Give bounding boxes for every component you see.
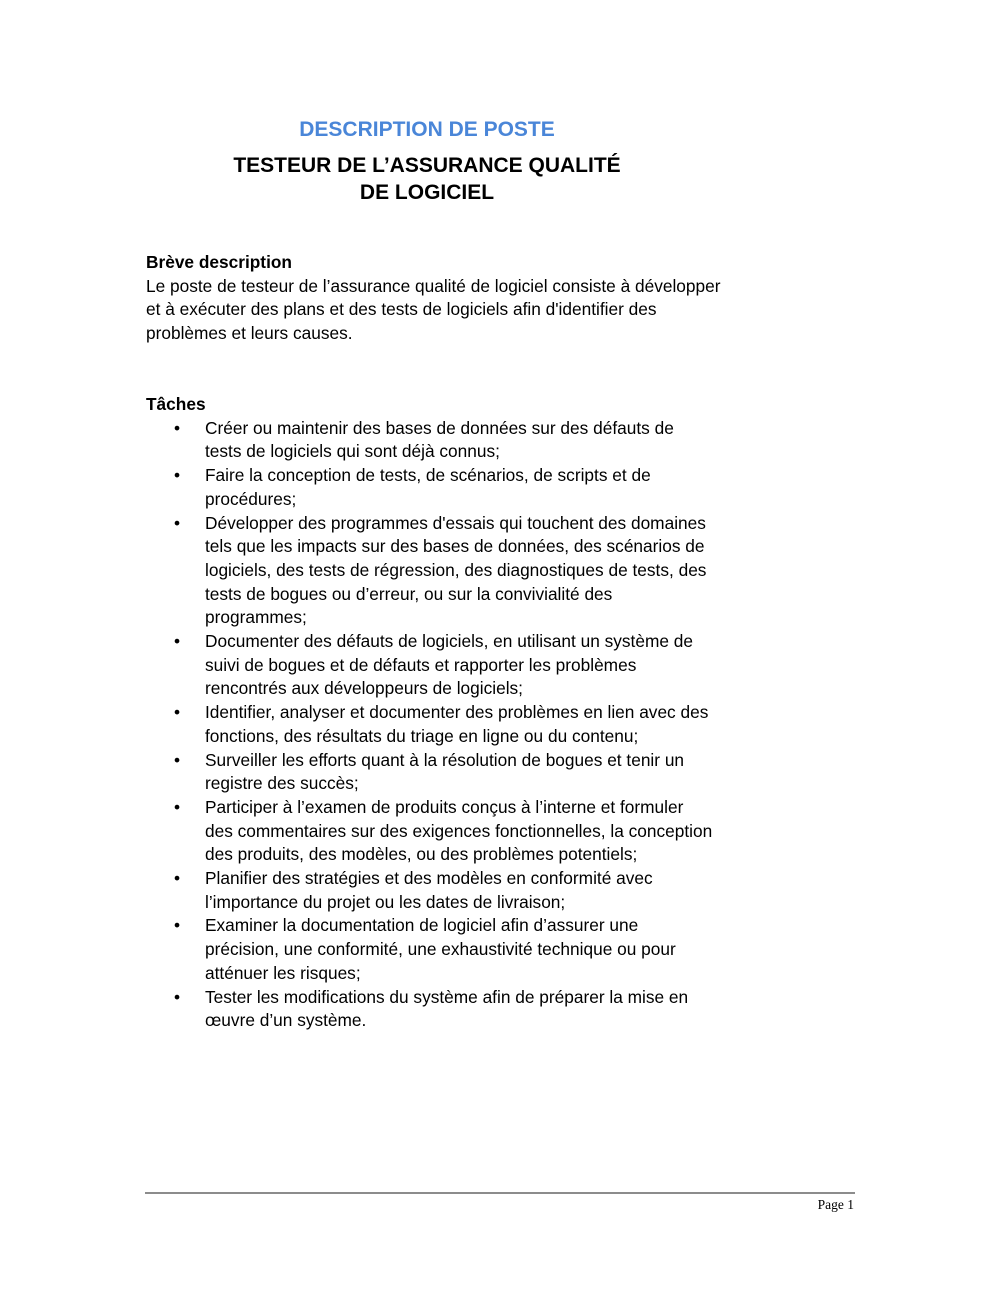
bullet-icon: • [174,986,181,1007]
page-number: Page 1 [817,1197,854,1212]
brief-description-section [146,251,726,346]
task-item [146,701,715,748]
task-item [146,512,715,631]
task-item [146,630,715,701]
footer-divider [145,1192,855,1194]
task-item [146,749,715,796]
task-text: Surveiller les efforts quant à la résolution de bogues et tenir un registre des succès; [205,749,685,794]
bullet-icon: • [174,915,181,936]
task-text: Planifier des stratégies et des modèles en conformité avec l’importance du projet ou les dates de livraison; [205,868,653,912]
tasks-section [146,393,726,1033]
document-subtitle: DESCRIPTION DE POSTE [299,118,555,141]
task-text: Examiner la documentation de logiciel afin d’assurer une précision, une conformité, une exhaustivité technique ou pour atténuer les risques; [205,915,676,983]
task-item [146,464,715,511]
bullet-icon: • [174,512,181,533]
task-text: Créer ou maintenir des bases de données sur des défauts de tests de logiciels qui sont déjà connus; [205,417,674,462]
task-text: Faire la conception de tests, de scénarios, de scripts et de procédures; [205,465,651,509]
brief-description-heading: Brève description [146,252,292,272]
task-text: Développer des programmes d'essais qui touchent des domaines tels que les impacts sur des bases de données, des scénarios de logiciels, des tests de régression, des diagnostiques de tests, des tests de bogues ou d’erreur, ou sur la convivialité des programmes; [205,512,707,628]
task-item [146,417,715,464]
bullet-icon: • [174,749,181,770]
task-text: Participer à l’examen de produits conçus à l’interne et formuler des commentaires sur des exigences fonctionnelles, la conception des produits, des modèles, ou des problèmes potentiels; [205,796,713,865]
bullet-icon: • [174,868,181,889]
bullet-icon: • [174,702,181,723]
task-item [146,867,715,914]
task-item [146,796,715,867]
tasks-list [146,417,726,1033]
task-text: Tester les modifications du système afin de préparer la mise en œuvre d’un système. [205,986,689,1031]
document-title-line-2: DE LOGICIEL [359,181,495,204]
bullet-icon: • [174,631,181,652]
task-item [146,914,715,985]
task-text: Identifier, analyser et documenter des problèmes en lien avec des fonctions, des résultats du triage en ligne ou du contenu; [205,702,709,746]
document-title [0,152,854,206]
brief-description-body: Le poste de testeur de l’assurance qualité de logiciel consiste à développer et à exécuter des plans et des tests de logiciels afin d'identifier des problèmes et leurs causes. [146,275,721,344]
bullet-icon: • [174,417,181,438]
tasks-heading: Tâches [146,394,206,414]
bullet-icon: • [174,796,181,817]
bullet-icon: • [174,465,181,486]
task-item [146,986,715,1033]
document-title-line-1: TESTEUR DE L’ASSURANCE QUALITÉ [233,154,621,177]
task-text: Documenter des défauts de logiciels, en utilisant un système de suivi de bogues et de défauts et rapporter les problèmes rencontrés aux développeurs de logiciels; [205,631,693,699]
